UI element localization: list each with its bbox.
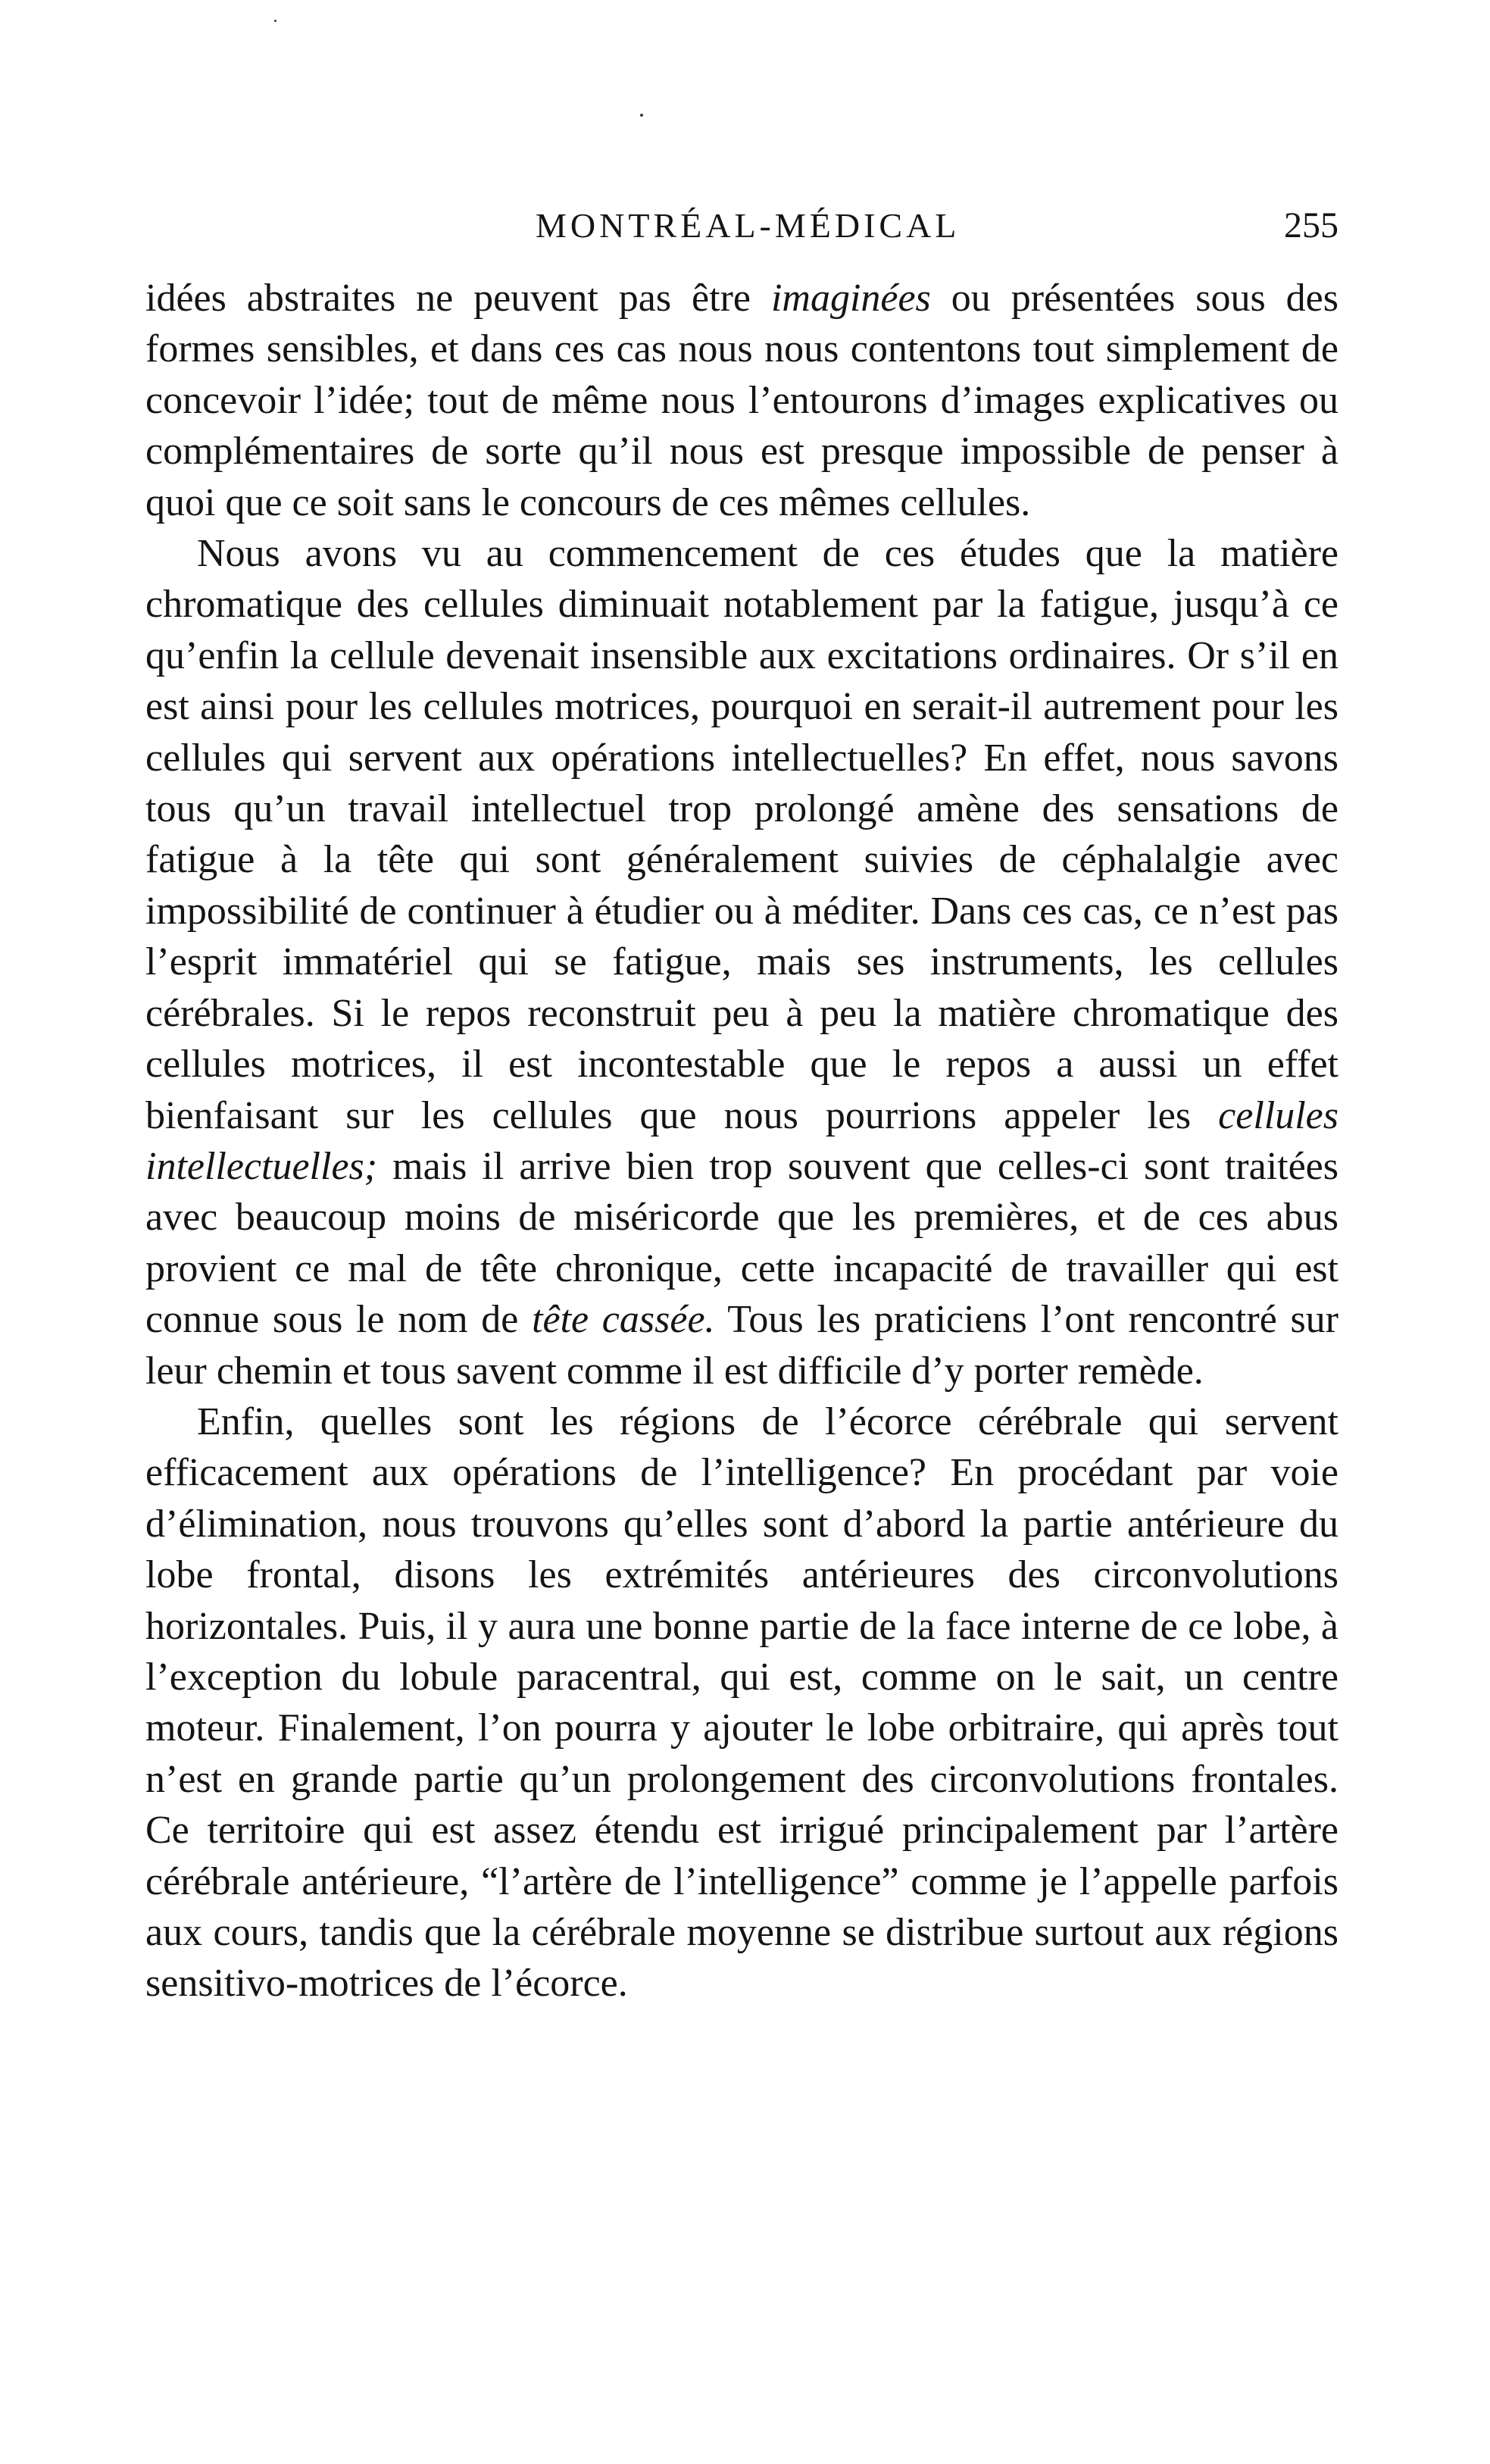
- italic-text: cellules intellectuelles;: [145, 1093, 1339, 1188]
- text-run: Enfin, quelles sont les régions de l’écorce cérébrale qui servent efficacement aux opérations de l’intelligence? En procédant par voie d’élimination, nous trouvons qu’elles sont d’abord la partie antérieure du lobe frontal, disons les extrémités antérieures des circonvolutions horizontales. Puis, il y aura une bonne partie de la face interne de ce lobe, à l’exception du lobule paracentral, qui est, comme on le sait, un centre moteur. Finalement, l’on pourra y ajouter le lobe orbitraire, qui après tout n’est en grande partie qu’un prolongement des circonvolutions frontales. Ce territoire qui est assez étendu est irrigué principalement par l’artère cérébrale antérieure, “l’artère de l’intelligence” comme je l’appelle parfois aux cours, tandis que la cérébrale moyenne se distribue surtout aux régions sensitivo-motrices de l’écorce.: [145, 1399, 1339, 2006]
- text-run: Tous les praticiens l’ont rencontré sur leur chemin et tous savent comme il est difficile d’y porter remède.: [145, 1298, 1339, 1393]
- page-header: [145, 195, 1339, 256]
- text-run: idées abstraites ne peuvent pas être: [145, 277, 771, 320]
- paragraph-2: [145, 528, 1339, 1396]
- paragraph-1: [145, 273, 1339, 528]
- print-speck: [274, 20, 276, 22]
- page-number: 255: [1284, 205, 1339, 245]
- text-run: Nous avons vu au commencement de ces études que la matière chromatique des cellules diminuait notablement par la fatigue, jusqu’à ce qu’enfin la cellule devenait insensible aux excitations ordinaires. Or s’il en est ainsi pour les cellules motrices, pourquoi en serait-il autrement pour les cellules qui servent aux opérations intellectuelles? En effet, nous savons tous qu’un travail intellectuel trop prolongé amène des sensations de fatigue à la tête qui sont généralement suivies de céphalalgie avec impossibilité de continuer à étudier ou à méditer. Dans ces cas, ce n’est pas l’esprit immatériel qui se fatigue, mais ses instruments, les cellules cérébrales. Si le repos reconstruit peu à peu la matière chromatique des cellules motrices, il est incontestable que le repos a aussi un effet bienfaisant sur les cellules que nous pourrions appeler les: [145, 532, 1339, 1137]
- text-run: mais il arrive bien trop souvent que celles-ci sont traitées avec beaucoup moins de miséricorde que les premières, et de ces abus provient ce mal de tête chronique, cette incapacité de travailler qui est connue sous le nom de: [145, 1144, 1339, 1342]
- italic-text: imaginées: [770, 277, 931, 320]
- body-text: [145, 273, 1339, 2009]
- text-run: ou présentées sous des formes sensibles, et dans ces cas nous nous contentons tout simplement de concevoir l’idée; tout de même nous l’entourons d’images explicatives ou complémentaires de sorte qu’il nous est presque impossible de penser à quoi que ce soit sans le concours de ces mêmes cellules.: [145, 277, 1339, 524]
- running-head: MONTRÉAL-MÉDICAL: [536, 206, 961, 245]
- print-speck: [640, 114, 643, 117]
- paragraph-3: [145, 1396, 1339, 2009]
- italic-text: tête cassée.: [532, 1298, 715, 1342]
